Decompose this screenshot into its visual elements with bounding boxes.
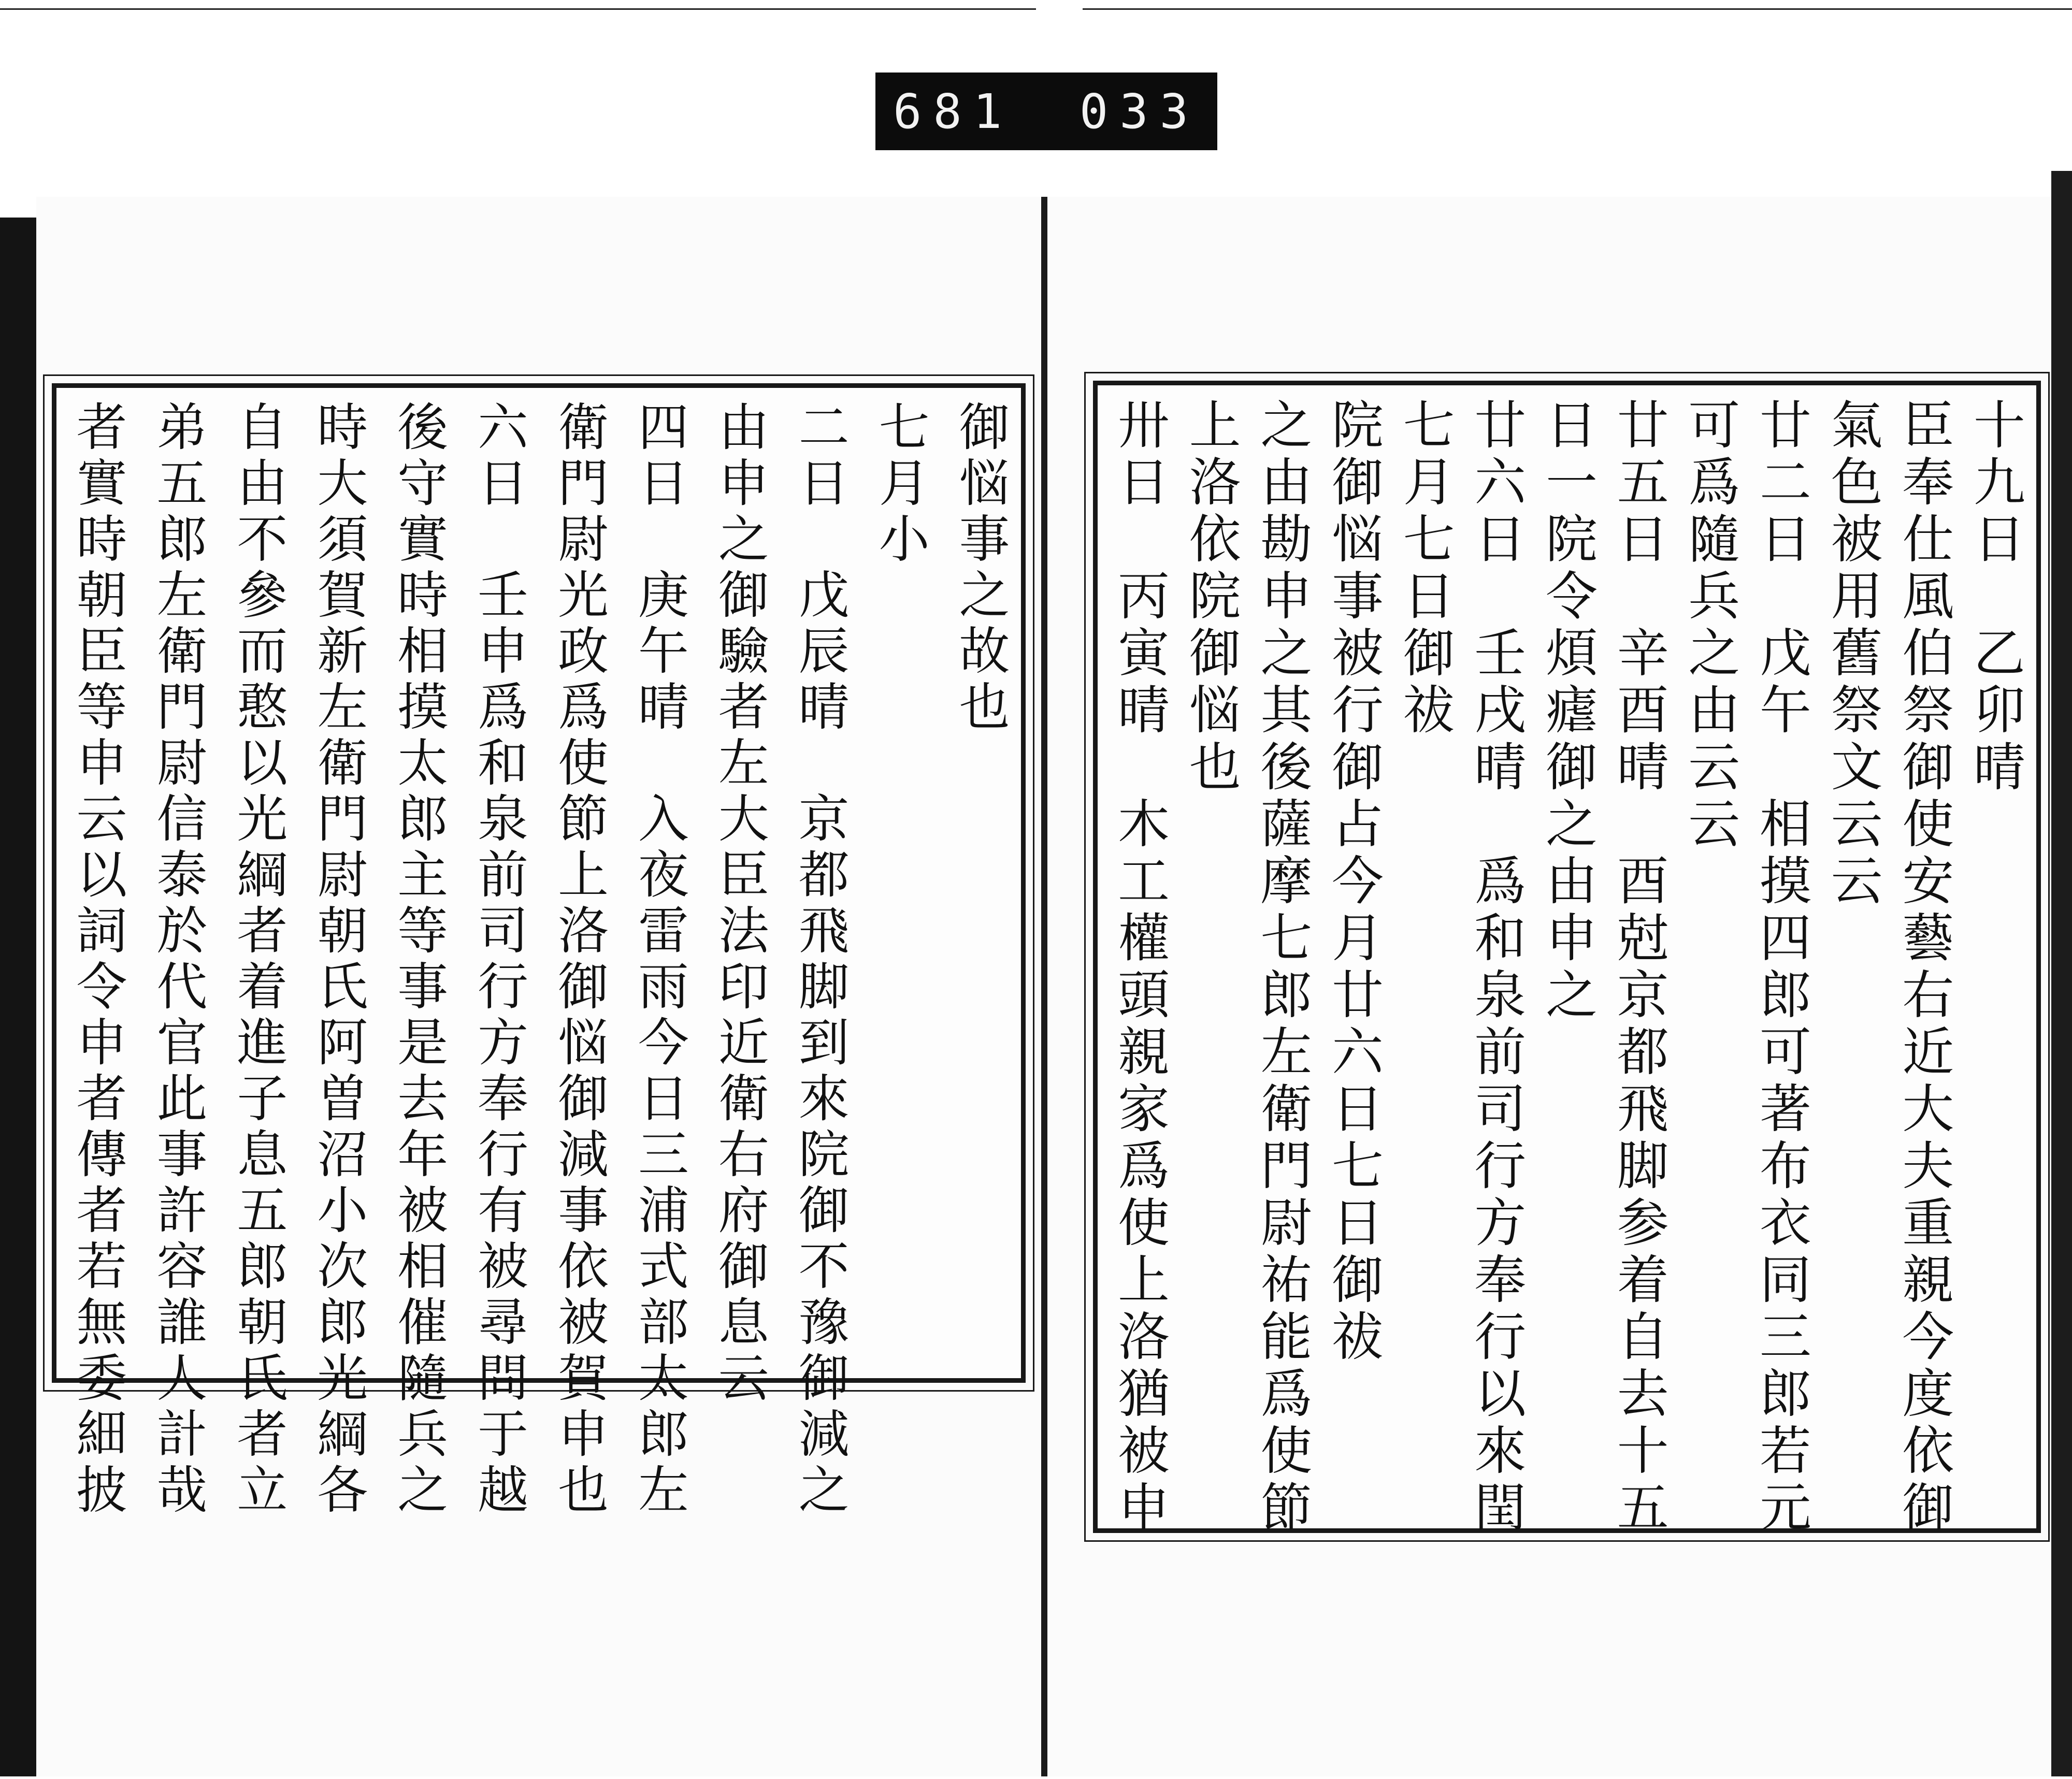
left-page-columns: [68, 400, 1010, 1519]
right-page-text-column: 上洛依院御悩也: [1180, 398, 1241, 797]
right-page-text-column: 廿五日 辛酉晴 酉尅京都飛脚参着自去十五: [1608, 398, 1669, 1537]
right-page-text-column: 院御悩事被行御占今月廿六日七日御祓: [1322, 398, 1384, 1366]
right-page-text-column: 廿六日 壬戌晴 爲和泉前司行方奉行以來閏: [1465, 398, 1527, 1537]
left-page-text-column: 由申之御驗者左大臣法印近衛右府御息云: [710, 400, 769, 1407]
left-page-text-column: 者實時朝臣等申云以詞令申者傳者若無委細披: [68, 400, 127, 1519]
left-page-text-frame: [52, 383, 1026, 1519]
right-page-text-frame: [1093, 381, 2041, 1537]
top-rule-left: [0, 8, 1036, 10]
top-rule-right: [1083, 8, 2072, 10]
right-page-text-column: 可爲隨兵之由云云: [1679, 398, 1740, 854]
left-page-text-column: 弟五郎左衛門尉信泰於代官此事許容誰人計哉: [148, 400, 207, 1519]
left-page-text-column: 二日 戊辰晴 京都飛脚到來院御不豫御減之: [790, 400, 850, 1519]
left-page-text-column: 四日 庚午晴 入夜雷雨今日三浦式部太郎左: [629, 400, 689, 1519]
right-page-text-column: 之由勘申之其後薩摩七郎左衛門尉祐能爲使節: [1251, 398, 1313, 1537]
film-frame-number: [875, 73, 1217, 150]
film-frame-index: 033: [1079, 83, 1200, 139]
left-page-text-column: 後守實時相摸太郎主等事是去年被相催隨兵之: [388, 400, 448, 1519]
left-page-text-column: 時大須賀新左衛門尉朝氏阿曽沼小次郎光綱各: [308, 400, 368, 1519]
book-gutter: [1041, 197, 1047, 1776]
left-page-text-column: 七月小: [870, 400, 930, 568]
right-page-text-column: 十九日 乙卯晴: [1964, 398, 2025, 797]
right-page-text-column: 臣奉仕風伯祭御使安藝右近大夫重親今度依御: [1893, 398, 1954, 1537]
right-page-text-column: 日一院令煩瘧御之由申之: [1536, 398, 1598, 1024]
left-page-text-column: 御悩事之故也: [950, 400, 1010, 736]
right-page-text-column: 氣色被用舊祭文云云: [1822, 398, 1883, 910]
left-page-text-column: 六日 壬申爲和泉前司行方奉行有被尋問于越: [469, 400, 528, 1519]
film-reel-number: 681: [893, 83, 1014, 139]
right-page-columns: [1109, 398, 2025, 1537]
book-edge-right: [2051, 171, 2072, 1776]
right-page-text-column: 卅日 丙寅晴 木工權頭親家爲使上洛猶被申: [1109, 398, 1170, 1537]
right-page-text-column: 廿二日 戊午 相摸四郎可著布衣同三郎若元: [1750, 398, 1811, 1537]
right-page-text-column: 七月七日御祓: [1394, 398, 1455, 740]
left-page-text-column: 衛門尉光政爲使節上洛御悩御減事依被賀申也: [549, 400, 609, 1519]
left-page-text-column: 自由不參而憨以光綱者着進子息五郎朝氏者立: [228, 400, 287, 1519]
book-spine-left: [0, 218, 36, 1776]
